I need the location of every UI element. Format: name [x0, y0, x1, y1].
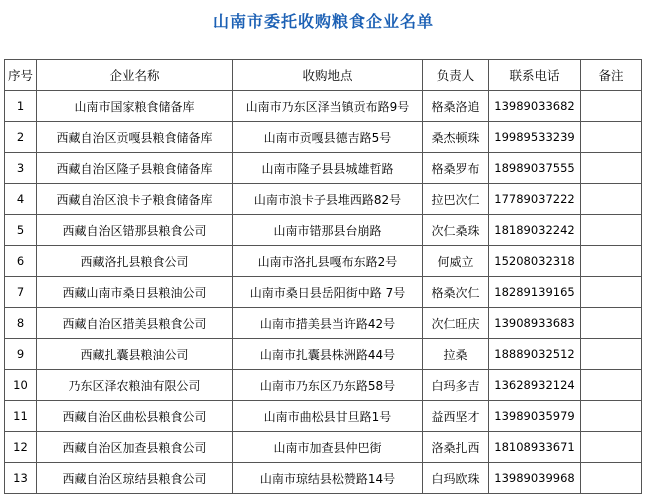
cell-index: 12: [5, 432, 37, 463]
cell-enterprise: 山南市国家粮食储备库: [37, 91, 233, 122]
cell-enterprise: 西藏自治区隆子县粮食储备库: [37, 153, 233, 184]
cell-remark: [581, 122, 642, 153]
table-row: [5, 153, 642, 184]
table-row: [5, 215, 642, 246]
cell-enterprise: 西藏自治区浪卡子粮食储备库: [37, 184, 233, 215]
cell-remark: [581, 370, 642, 401]
cell-person: 益西坚才: [423, 401, 489, 432]
cell-remark: [581, 401, 642, 432]
table-row: [5, 308, 642, 339]
table-row: [5, 277, 642, 308]
col-header-phone: 联系电话: [489, 60, 581, 91]
cell-phone: 18108933671: [489, 432, 581, 463]
cell-remark: [581, 153, 642, 184]
cell-phone: 18189032242: [489, 215, 581, 246]
cell-enterprise: 乃东区泽农粮油有限公司: [37, 370, 233, 401]
cell-phone: 19989533239: [489, 122, 581, 153]
cell-location: 山南市桑日县岳阳街中路 7号: [233, 277, 423, 308]
cell-location: 山南市扎囊县株洲路44号: [233, 339, 423, 370]
cell-index: 3: [5, 153, 37, 184]
cell-enterprise: 西藏洛扎县粮食公司: [37, 246, 233, 277]
col-header-location: 收购地点: [233, 60, 423, 91]
cell-phone: 17789037222: [489, 184, 581, 215]
cell-location: 山南市乃东区泽当镇贡布路9号: [233, 91, 423, 122]
cell-person: 何威立: [423, 246, 489, 277]
cell-remark: [581, 339, 642, 370]
cell-remark: [581, 432, 642, 463]
cell-person: 洛桑扎西: [423, 432, 489, 463]
cell-phone: 18889032512: [489, 339, 581, 370]
cell-phone: 15208032318: [489, 246, 581, 277]
table-row: [5, 339, 642, 370]
cell-enterprise: 西藏扎囊县粮油公司: [37, 339, 233, 370]
cell-index: 4: [5, 184, 37, 215]
cell-remark: [581, 277, 642, 308]
cell-location: 山南市贡嘎县德吉路5号: [233, 122, 423, 153]
table-header-row: [5, 60, 642, 91]
cell-person: 桑杰顿珠: [423, 122, 489, 153]
cell-remark: [581, 463, 642, 494]
table-row: [5, 246, 642, 277]
cell-enterprise: 西藏自治区措美县粮食公司: [37, 308, 233, 339]
cell-remark: [581, 246, 642, 277]
cell-enterprise: 西藏自治区加查县粮食公司: [37, 432, 233, 463]
cell-enterprise: 西藏自治区贡嘎县粮食储备库: [37, 122, 233, 153]
cell-phone: 13989033682: [489, 91, 581, 122]
table-body: [5, 91, 642, 494]
cell-index: 6: [5, 246, 37, 277]
cell-person: 拉巴次仁: [423, 184, 489, 215]
cell-enterprise: 西藏自治区琼结县粮食公司: [37, 463, 233, 494]
cell-phone: 13989035979: [489, 401, 581, 432]
cell-phone: 18989037555: [489, 153, 581, 184]
cell-location: 山南市洛扎县嘎布东路2号: [233, 246, 423, 277]
cell-location: 山南市乃东区乃东路58号: [233, 370, 423, 401]
table-row: [5, 370, 642, 401]
table-row: [5, 432, 642, 463]
cell-enterprise: 西藏山南市桑日县粮油公司: [37, 277, 233, 308]
cell-location: 山南市隆子县县城雄哲路: [233, 153, 423, 184]
cell-phone: 13908933683: [489, 308, 581, 339]
table-row: [5, 401, 642, 432]
cell-phone: 13628932124: [489, 370, 581, 401]
cell-index: 13: [5, 463, 37, 494]
col-header-remark: 备注: [581, 60, 642, 91]
enterprise-table: [4, 59, 642, 494]
cell-index: 7: [5, 277, 37, 308]
table-row: [5, 463, 642, 494]
cell-enterprise: 西藏自治区曲松县粮食公司: [37, 401, 233, 432]
cell-location: 山南市错那县台崩路: [233, 215, 423, 246]
cell-person: 格桑次仁: [423, 277, 489, 308]
cell-person: 次仁旺庆: [423, 308, 489, 339]
page-title: 山南市委托收购粮食企业名单: [212, 12, 434, 31]
cell-remark: [581, 184, 642, 215]
col-header-person: 负责人: [423, 60, 489, 91]
cell-index: 9: [5, 339, 37, 370]
cell-index: 8: [5, 308, 37, 339]
cell-location: 山南市曲松县甘旦路1号: [233, 401, 423, 432]
table-row: [5, 122, 642, 153]
cell-index: 2: [5, 122, 37, 153]
cell-person: 白玛欧珠: [423, 463, 489, 494]
col-header-index: 序号: [5, 60, 37, 91]
cell-location: 山南市措美县当许路42号: [233, 308, 423, 339]
table-row: [5, 184, 642, 215]
cell-index: 10: [5, 370, 37, 401]
cell-remark: [581, 308, 642, 339]
col-header-enterprise: 企业名称: [37, 60, 233, 91]
cell-location: 山南市琼结县松赞路14号: [233, 463, 423, 494]
cell-person: 白玛多吉: [423, 370, 489, 401]
cell-location: 山南市浪卡子县堆西路82号: [233, 184, 423, 215]
cell-remark: [581, 215, 642, 246]
cell-index: 11: [5, 401, 37, 432]
cell-index: 5: [5, 215, 37, 246]
cell-person: 格桑罗布: [423, 153, 489, 184]
cell-remark: [581, 91, 642, 122]
cell-person: 格桑洛追: [423, 91, 489, 122]
cell-phone: 13989039968: [489, 463, 581, 494]
cell-phone: 18289139165: [489, 277, 581, 308]
cell-person: 次仁桑珠: [423, 215, 489, 246]
cell-location: 山南市加查县仲巴街: [233, 432, 423, 463]
cell-person: 拉桑: [423, 339, 489, 370]
cell-index: 1: [5, 91, 37, 122]
cell-enterprise: 西藏自治区错那县粮食公司: [37, 215, 233, 246]
table-row: [5, 91, 642, 122]
